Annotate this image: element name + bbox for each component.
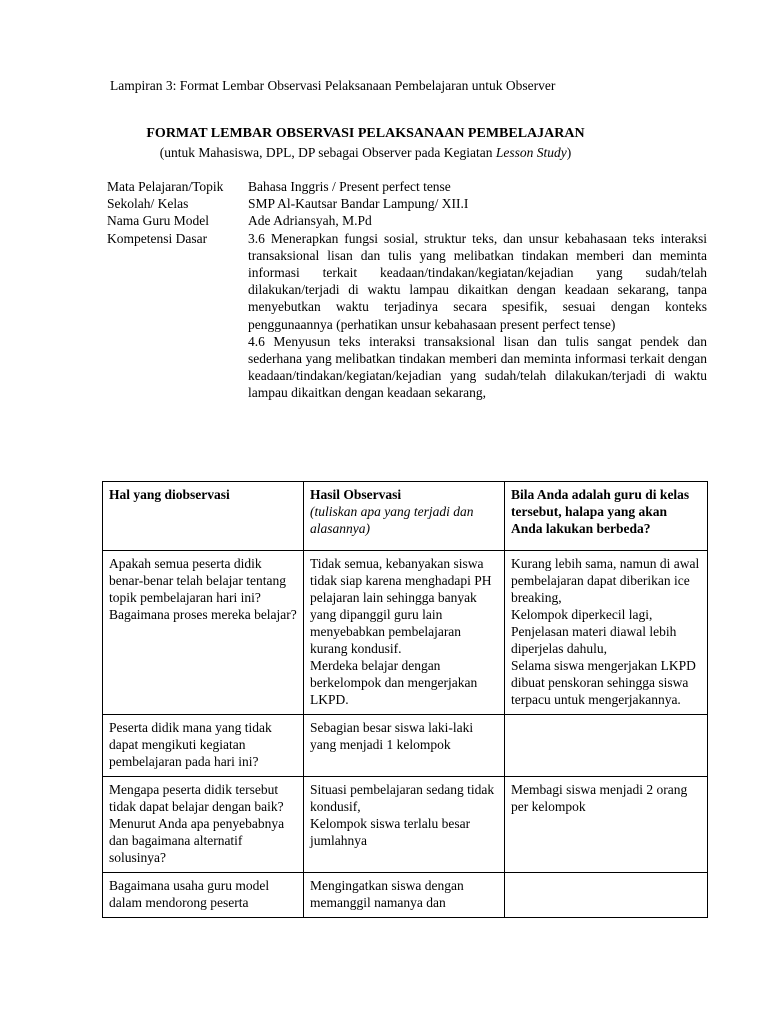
alternative-action-cell xyxy=(505,715,708,777)
identity-section xyxy=(107,178,707,402)
observation-result-cell xyxy=(304,777,505,873)
table-row xyxy=(103,777,708,873)
alternative-action-cell xyxy=(505,551,708,715)
document-title: FORMAT LEMBAR OBSERVASI PELAKSANAAN PEMBELAJARAN xyxy=(146,126,585,141)
table-row xyxy=(103,551,708,715)
info-row-subject xyxy=(107,178,707,195)
alternative-action-cell xyxy=(505,873,708,918)
alternative-line: Kelompok diperkecil lagi, xyxy=(511,607,653,622)
competency-4-6: 4.6 Menyusun teks interaksi transaksional lisan dan tulis sangat pendek dan sederhana yang melibatkan tindakan memberi dan meminta informasi terkait dengan keadaan/tindakan/kegiatan/kejadian yang sudah/telah dilakukan/terjadi di waktu lampau dikaitkan dengan keadaan sekarang, xyxy=(248,333,707,401)
subject-label: Mata Pelajaran/Topik xyxy=(107,179,224,194)
header-observation-result-title: Hasil Observasi xyxy=(310,487,402,502)
subtitle-emphasis: Lesson Study xyxy=(495,145,567,160)
info-row-competency xyxy=(107,230,707,402)
school-label: Sekolah/ Kelas xyxy=(107,196,189,212)
observed-item-cell: Peserta didik mana yang tidak dapat mengikuti kegiatan pembelajaran pada hari ini? xyxy=(103,715,304,777)
competency-3-6: 3.6 Menerapkan fungsi sosial, struktur teks, dan unsur kebahasaan teks interaksi transaksional lisan dan tulis yang melibatkan tindakan memberi dan meminta informasi terkait keadaan/tindakan/kegiatan/kejadian yang sudah/telah dilakukan/terjadi di waktu lampau dikaitkan dengan keadaan sekarang, tanpa menyebutkan waktu terjadinya secara spesifik, sesuai dengan konteks penggunaannya (perhatikan unsur kebahasaan present perfect tense) xyxy=(248,230,707,332)
school-value: SMP Al-Kautsar Bandar Lampung/ XII.I xyxy=(248,196,469,212)
teacher-label: Nama Guru Model xyxy=(107,213,209,229)
observation-line: Kelompok siswa terlalu besar jumlahnya xyxy=(310,816,471,848)
header-observation-result-note: (tuliskan apa yang terjadi dan alasannya) xyxy=(310,504,474,536)
info-row-teacher xyxy=(107,212,707,229)
table-header-row xyxy=(103,482,708,551)
teacher-value: Ade Adriansyah, M.Pd xyxy=(248,213,372,229)
competency-value xyxy=(248,230,707,402)
observed-item-cell: Apakah semua peserta didik benar-benar telah belajar tentang topik pembelajaran hari ini? Bagaimana proses mereka belajar? xyxy=(103,551,304,715)
observation-line: Tidak semua, kebanyakan siswa tidak siap karena menghadapi PH pelajaran lain sehingga banyak yang dipanggil guru lain menyebabkan pembelajaran kurang kondusif. xyxy=(310,556,492,656)
observation-line: Merdeka belajar dengan berkelompok dan mengerjakan LKPD. xyxy=(310,658,478,707)
observed-item-cell: Bagaimana usaha guru model dalam mendorong peserta xyxy=(103,873,304,918)
appendix-caption: Lampiran 3: Format Lembar Observasi Pelaksanaan Pembelajaran untuk Observer xyxy=(110,78,556,93)
alternative-line: Penjelasan materi diawal lebih diperjelas dahulu, xyxy=(511,624,677,656)
header-observed-item: Hal yang diobservasi xyxy=(103,482,304,551)
observation-result-cell: Sebagian besar siswa laki-laki yang menjadi 1 kelompok xyxy=(304,715,505,777)
alternative-line: Kurang lebih sama, namun di awal pembelajaran dapat diberikan ice breaking, xyxy=(511,556,700,605)
info-row-school xyxy=(107,195,707,212)
subject-value: Bahasa Inggris / Present perfect tense xyxy=(248,179,451,194)
observation-result-cell: Mengingatkan siswa dengan memanggil namanya dan xyxy=(304,873,505,918)
observation-line: Situasi pembelajaran sedang tidak kondusif, xyxy=(310,782,495,814)
header-observation-result xyxy=(304,482,505,551)
observed-item-cell: Mengapa peserta didik tersebut tidak dapat belajar dengan baik? Menurut Anda apa penyebabnya dan bagaimana alternatif solusinya? xyxy=(103,777,304,873)
observation-result-cell xyxy=(304,551,505,715)
header-alternative-action: Bila Anda adalah guru di kelas tersebut, halapa yang akan Anda lakukan berbeda? xyxy=(505,482,708,551)
alternative-action-cell: Membagi siswa menjadi 2 orang per kelompok xyxy=(505,777,708,873)
table-row xyxy=(103,715,708,777)
subtitle-close: ) xyxy=(566,145,572,160)
document-subtitle xyxy=(0,145,731,161)
competency-label: Kompetensi Dasar xyxy=(107,230,208,246)
table-row xyxy=(103,873,708,918)
alternative-line: Selama siswa mengerjakan LKPD dibuat penskoran sehingga siswa terpacu untuk mengerjakannya. xyxy=(511,658,696,707)
subtitle-text: (untuk Mahasiswa, DPL, DP sebagai Observer pada Kegiatan xyxy=(159,145,496,160)
observation-table xyxy=(102,481,708,918)
